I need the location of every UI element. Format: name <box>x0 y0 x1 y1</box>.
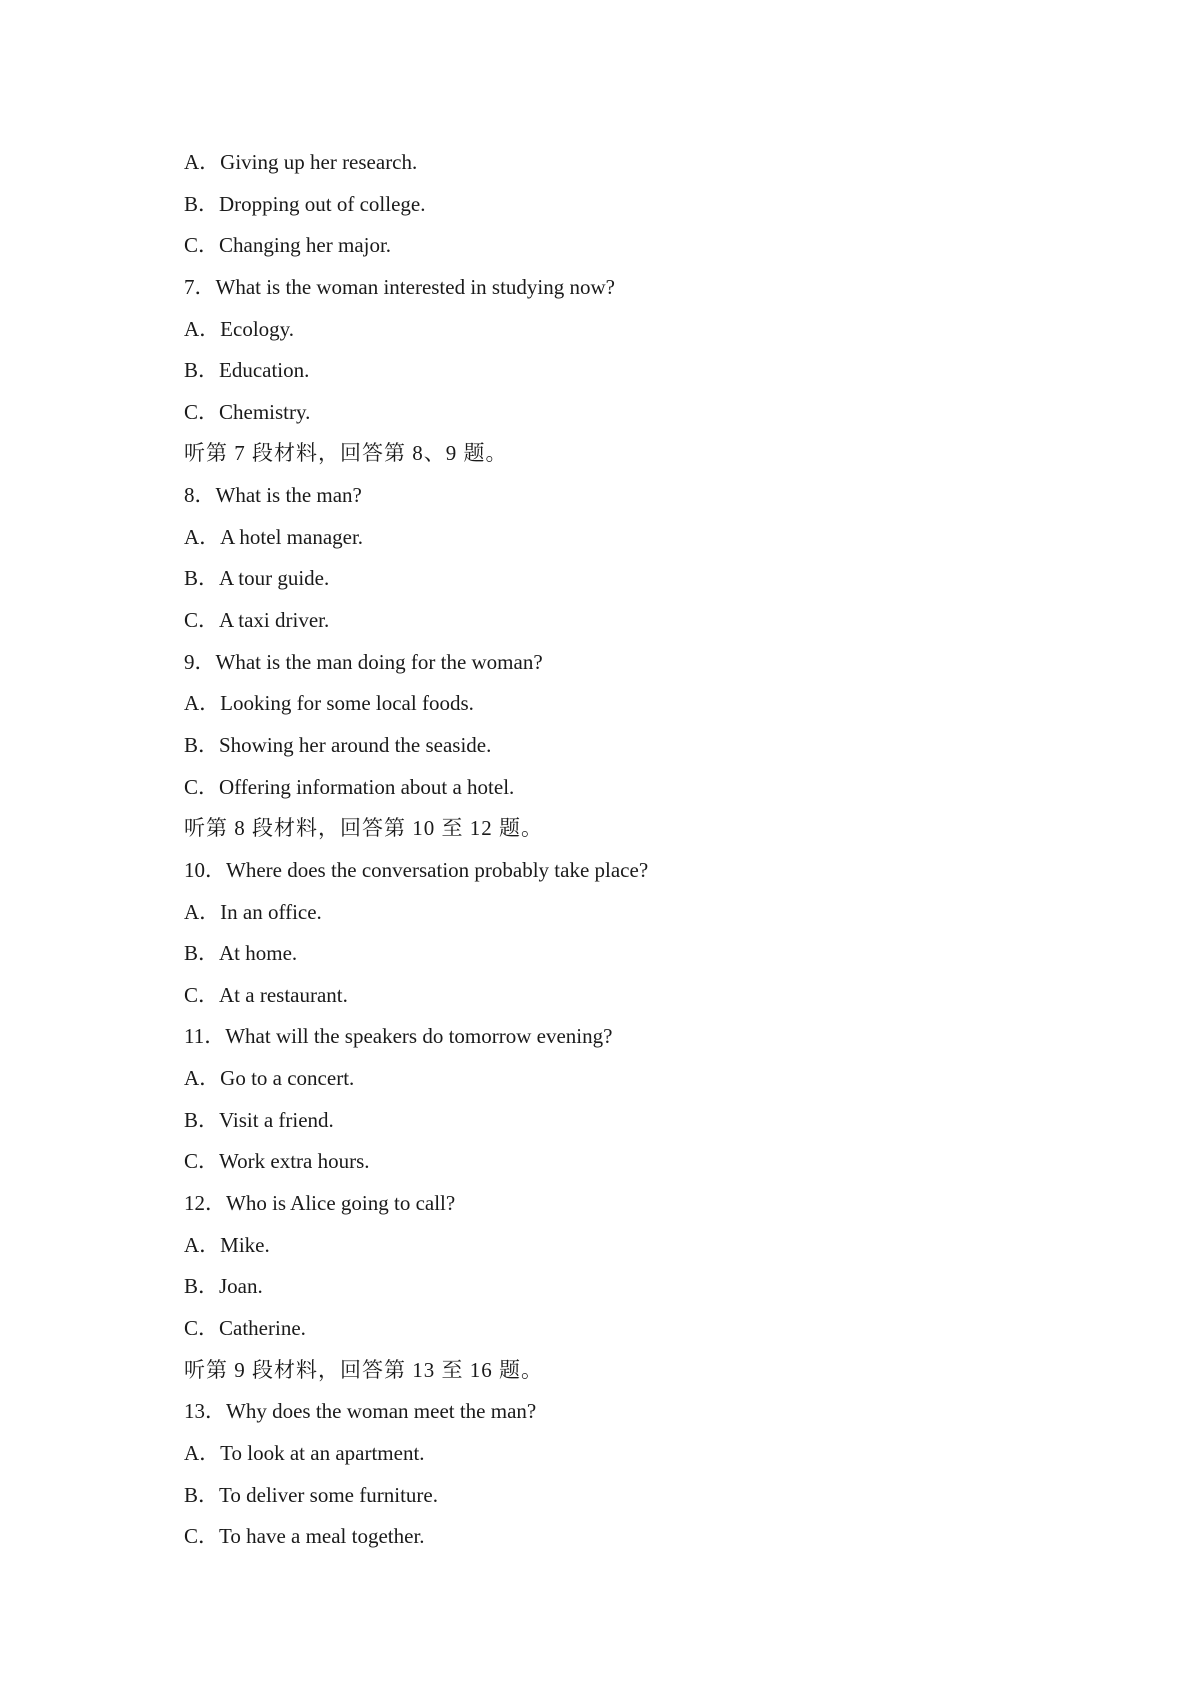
question-stem: 11．What will the speakers do tomorrow evening? <box>184 1024 613 1049</box>
answer-option: C．Changing her major. <box>184 233 392 258</box>
answer-option: B．Education. <box>184 358 310 383</box>
answer-option: C．Chemistry. <box>184 399 311 424</box>
exam-text-lines <box>184 142 648 1558</box>
answer-option: A．Go to a concert. <box>184 1066 355 1091</box>
section-instruction: 听第 8 段材料，回答第 10 至 12 题。 <box>184 816 543 841</box>
question-stem: 7．What is the woman interested in studying now? <box>184 274 616 299</box>
answer-option: C．Offering information about a hotel. <box>184 774 515 799</box>
section-instruction: 听第 9 段材料，回答第 13 至 16 题。 <box>184 1357 543 1382</box>
answer-option: A．Giving up her research. <box>184 150 418 174</box>
answer-option: B．At home. <box>184 941 298 966</box>
answer-option: C．Work extra hours. <box>184 1149 370 1174</box>
answer-option: A．A hotel manager. <box>184 524 364 549</box>
section-instruction: 听第 7 段材料，回答第 8、9 题。 <box>184 441 508 466</box>
answer-option: B．A tour guide. <box>184 566 330 591</box>
question-stem: 13．Why does the woman meet the man? <box>184 1399 537 1424</box>
answer-option: B．To deliver some furniture. <box>184 1482 438 1507</box>
question-stem: 8．What is the man? <box>184 483 362 508</box>
question-stem: 12．Who is Alice going to call? <box>184 1191 456 1216</box>
question-stem: 9．What is the man doing for the woman? <box>184 649 543 674</box>
answer-option: A．To look at an apartment. <box>184 1440 425 1465</box>
answer-option: C．A taxi driver. <box>184 608 330 633</box>
answer-option: C．At a restaurant. <box>184 982 348 1007</box>
answer-option: B．Showing her around the seaside. <box>184 732 492 757</box>
answer-option: A．Looking for some local foods. <box>184 691 474 716</box>
answer-option: A．In an office. <box>184 899 322 924</box>
answer-option: B．Dropping out of college. <box>184 191 426 216</box>
answer-option: A．Ecology. <box>184 316 295 341</box>
answer-option: A．Mike. <box>184 1232 270 1257</box>
answer-option: C．To have a meal together. <box>184 1524 425 1549</box>
question-stem: 10．Where does the conversation probably take place? <box>184 857 649 882</box>
answer-option: B．Visit a friend. <box>184 1107 334 1132</box>
answer-option: C．Catherine. <box>184 1315 306 1340</box>
answer-option: B．Joan. <box>184 1274 263 1299</box>
